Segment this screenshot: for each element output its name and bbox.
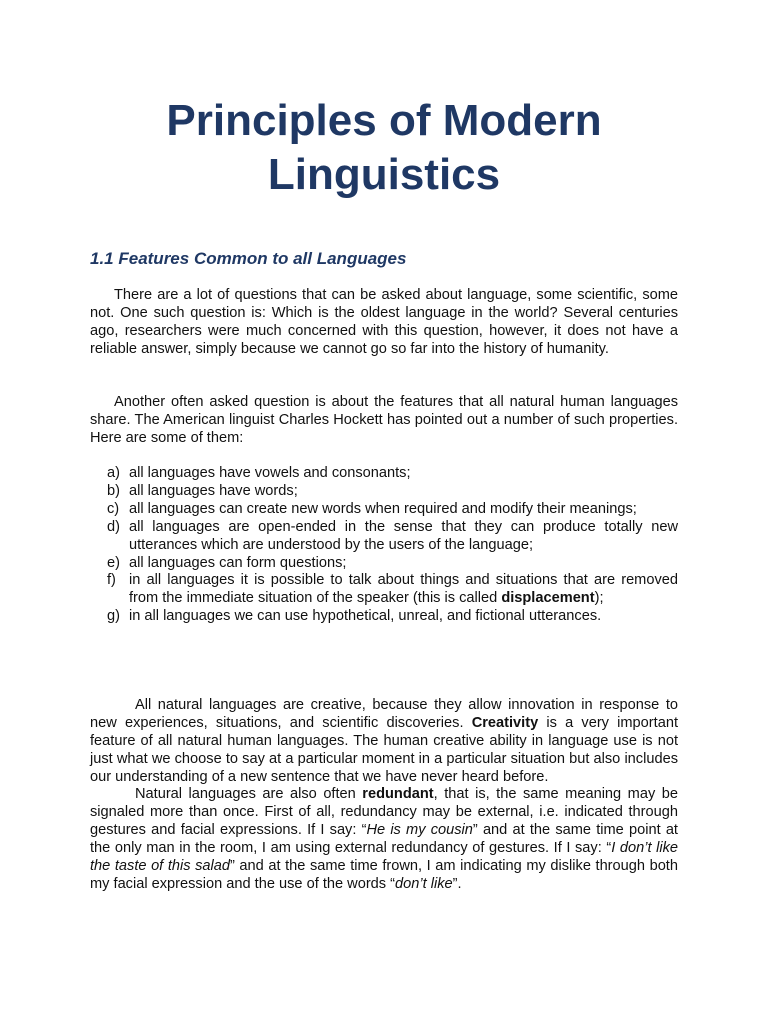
paragraph-3-after: is a very important feature of all natural human languages. The human creative ability in language use is not just what we choose to say at a particular moment in a particular situation but also includes our understanding of a new sentence that we have never heard before. [90, 714, 678, 785]
list-item [107, 519, 678, 555]
paragraph-4 [90, 786, 678, 893]
term-creativity: Creativity [471, 714, 539, 731]
title-line-2: Linguistics [267, 150, 501, 199]
paragraph-4-part-4: ” and at the same time frown, I am indicating my dislike through both my facial expression and the use of the words “ [90, 857, 678, 892]
list-marker: g) [107, 608, 120, 625]
paragraph-4-part-3: ” and at the same time point at the only man in the room, I am using external redundancy of gestures. If I say: “ [90, 821, 678, 856]
list-item [107, 572, 678, 608]
list-marker: b) [107, 482, 120, 499]
paragraph-3-before: All natural languages are creative, because they allow innovation in response to new experiences, situations, and scientific discoveries. [90, 697, 678, 731]
list-item-text-before: in all languages it is possible to talk about things and situations that are removed from the immediate situation of the speaker (this is called [129, 572, 678, 607]
example-dont-like: don’t like [395, 875, 453, 892]
list-item [107, 465, 678, 483]
term-redundant: redundant [362, 786, 434, 802]
list-marker: e) [107, 554, 120, 571]
example-salad: I don’t like the taste of this salad [90, 839, 678, 874]
list-item [107, 555, 678, 573]
page-title [90, 94, 678, 202]
list-item [107, 483, 678, 501]
paragraph-1: There are a lot of questions that can be asked about language, some scientific, some not. One such question is: Which is the oldest language in the world? Several centuries ago, researchers were much concerned with this question, however, it does not have a reliable answer, simply because we cannot go so far into the history of humanity. [90, 287, 678, 357]
title-line-1: Principles of Modern [166, 96, 602, 145]
list-marker: c) [107, 500, 120, 517]
paragraph-2: Another often asked question is about the features that all natural human languages share. The American linguist Charles Hockett has pointed out a number of such properties. Here are some of them: [90, 394, 678, 446]
term-displacement: displacement [501, 590, 595, 607]
list-marker: d) [107, 518, 120, 535]
list-item [107, 501, 678, 519]
list-item-text: all languages can form questions; [129, 554, 347, 571]
section-heading: 1.1 Features Common to all Languages [90, 249, 407, 268]
features-list [107, 465, 678, 626]
list-item-text: all languages have vowels and consonants; [129, 465, 411, 481]
list-marker: a) [107, 465, 120, 481]
paragraph-4-part-1: Natural languages are also often [135, 786, 363, 802]
list-item-text: in all languages we can use hypothetical, unreal, and fictional utterances. [129, 608, 602, 625]
list-item-text-after: ); [594, 590, 604, 607]
paragraph-4-part-5: ”. [452, 875, 462, 892]
list-item-text: all languages are open-ended in the sense that they can produce totally new utterances which are understood by the users of the language; [129, 518, 678, 553]
paragraph-4-part-2: , that is, the same meaning may be signaled more than once. First of all, redundancy may be external, i.e. indicated through gestures and facial expressions. If I say: “ [90, 786, 678, 838]
list-item-text: all languages can create new words when required and modify their meanings; [129, 500, 637, 517]
example-cousin: He is my cousin [366, 821, 473, 838]
list-item-text: all languages have words; [129, 482, 298, 499]
list-marker: f) [107, 572, 116, 589]
list-item [107, 608, 678, 626]
paragraph-3 [90, 697, 678, 787]
